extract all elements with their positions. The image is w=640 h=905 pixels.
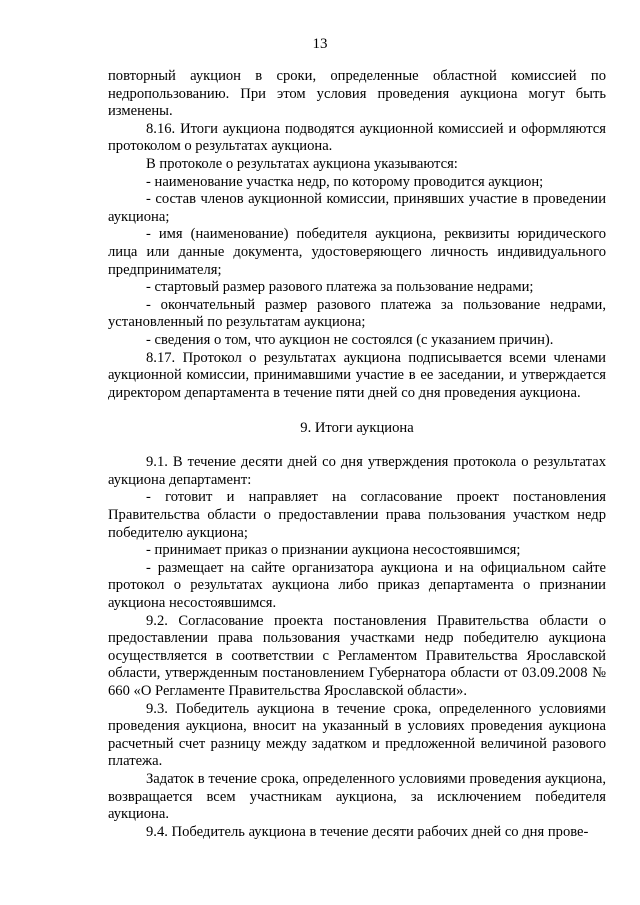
document-body bbox=[108, 68, 606, 841]
list-item: - окончательный размер разового платежа за пользование недрами, установленный по результатам аукциона; bbox=[108, 296, 606, 331]
paragraph: 9.4. Победитель аукциона в течение десяти рабочих дней со дня прове- bbox=[146, 823, 589, 840]
list-item: - размещает на сайте организатора аукциона и на официальном сайте протокол о результатах аукциона либо приказ департамента о признании аукциона несостоявшимся. bbox=[108, 559, 606, 612]
list-item: - готовит и направляет на согласование проект постановления Правительства области о предоставлении права пользования участком недр победителю аукциона; bbox=[108, 489, 606, 541]
paragraph: 9.2. Согласование проекта постановления Правительства области о предоставлении права пользования участками недр победителю аукциона осуществляется в соответствии с Регламентом Правительства Ярославской области, утвержденным постановлением Губернатора области от 03.09.2008 № 660 «О Регламенте Правительства Ярославской области». bbox=[108, 612, 606, 699]
list-item: - наименование участка недр, по которому проводится аукцион; bbox=[146, 173, 544, 190]
page-number: 13 bbox=[312, 36, 328, 52]
paragraph: Задаток в течение срока, определенного условиями проведения аукциона, возвращается всем участникам аукциона, за исключением победителя аукциона. bbox=[108, 770, 606, 823]
list-item: - принимает приказ о признании аукциона несостоявшимся; bbox=[146, 542, 521, 559]
paragraph: 8.17. Протокол о результатах аукциона подписывается всеми членами аукционной комиссии, принимавшими участие в ее заседании, и утверждается директором департамента в течение пяти дней со дня проведения аукциона. bbox=[108, 349, 606, 401]
paragraph: повторный аукцион в сроки, определенные областной комиссией по недропользованию. При этом условия проведения аукциона могут быть изменены. bbox=[108, 68, 606, 120]
paragraph: 9.3. Победитель аукциона в течение срока, определенного условиями проведения аукциона, вносит на указанный в условиях проведения аукциона расчетный счет разницу между задатком и предложенной величиной разового платежа. bbox=[108, 700, 606, 770]
paragraph: В протоколе о результатах аукциона указываются: bbox=[146, 155, 458, 172]
list-item: - стартовый размер разового платежа за пользование недрами; bbox=[146, 279, 534, 296]
list-item: - сведения о том, что аукцион не состоялся (с указанием причин). bbox=[146, 331, 554, 348]
paragraph: 9.1. В течение десяти дней со дня утверждения протокола о результатах аукциона департамент: bbox=[108, 454, 606, 488]
list-item: - имя (наименование) победителя аукциона, реквизиты юридического лица или данные документа, удостоверяющего личность индивидуального предпринимателя; bbox=[108, 226, 606, 278]
list-item: - состав членов аукционной комиссии, принявших участие в проведении аукциона; bbox=[108, 191, 606, 225]
section-title: 9. Итоги аукциона bbox=[300, 420, 414, 437]
paragraph: 8.16. Итоги аукциона подводятся аукционной комиссией и оформляются протоколом о результатах аукциона. bbox=[108, 120, 606, 155]
